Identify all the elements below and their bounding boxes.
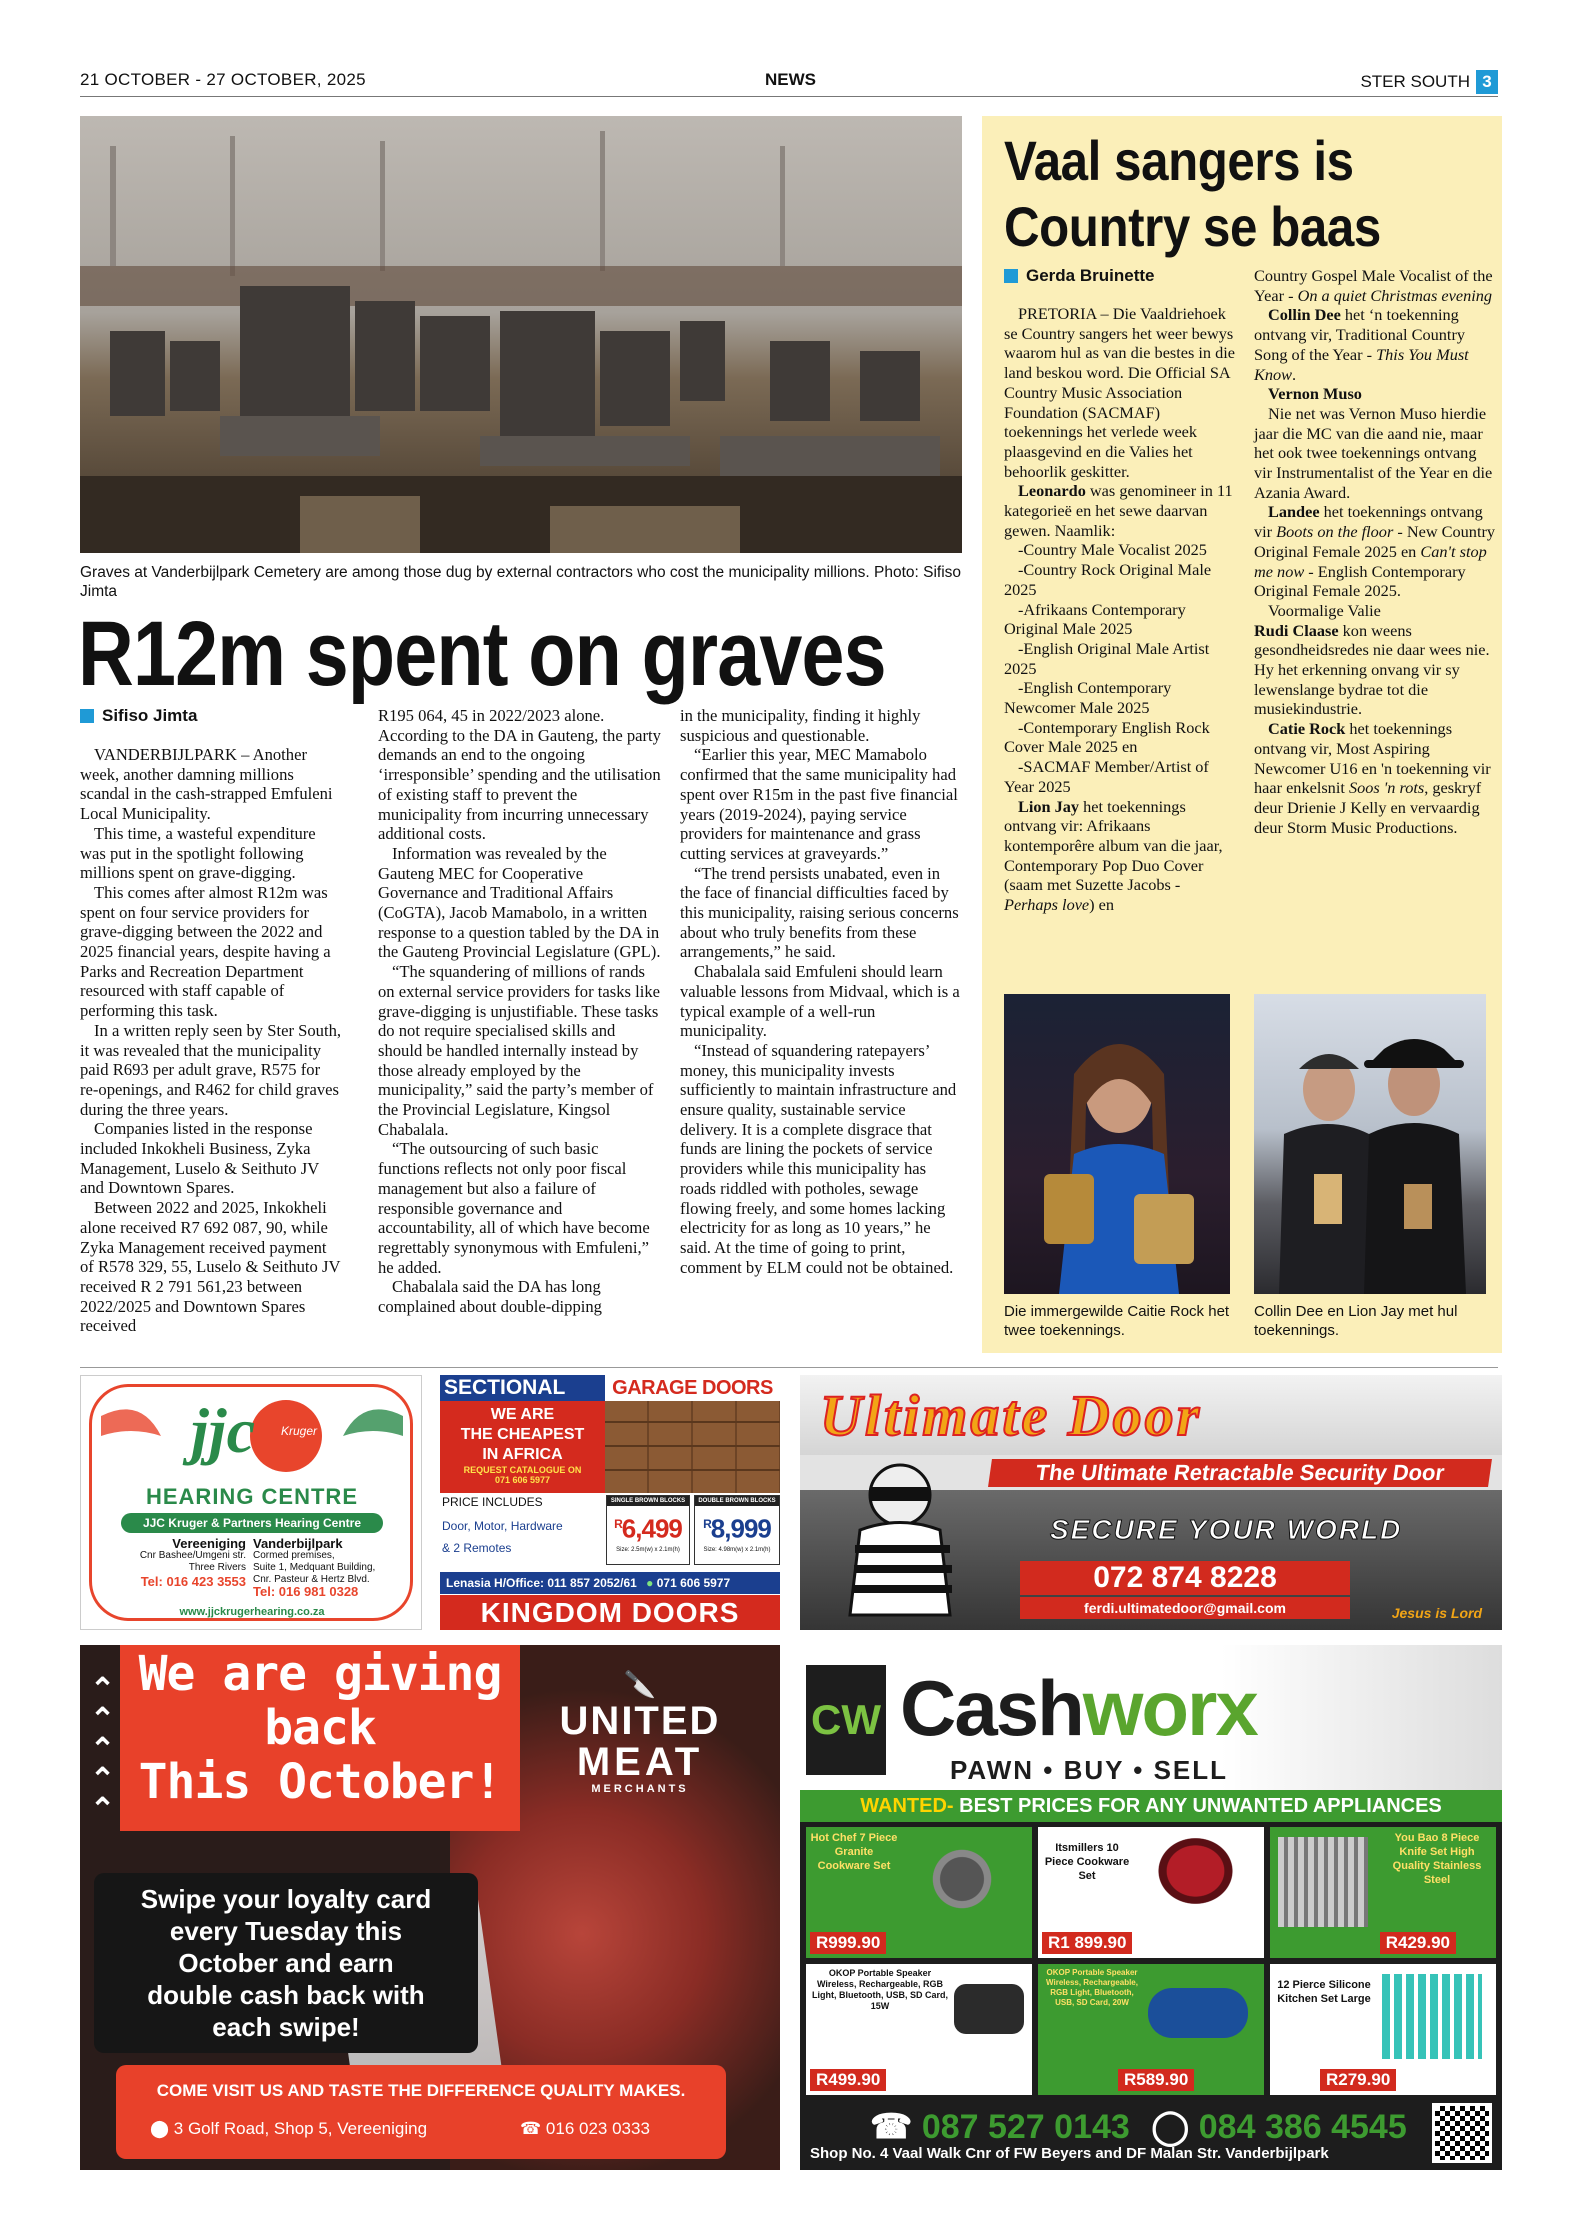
paragraph — [1254, 502, 1496, 601]
loyalty-line: each swipe! — [212, 2012, 360, 2042]
cashworx-badge: CW — [806, 1665, 886, 1775]
text: kon weens gesondheidsredes nie daar wees nie. Hy het erkenning onvang vir sy lewenslange bydrae tot die musiekindustrie. — [1254, 620, 1490, 719]
cashworx-address: Shop No. 4 Vaal Walk Cnr of FW Beyers and DF Malan Str. Vanderbijlpark — [810, 2145, 1329, 2162]
ultimate-slogan: SECURE YOUR WORLD — [1050, 1514, 1403, 1545]
jjc-subtitle: JJC Kruger & Partners Hearing Centre — [121, 1513, 383, 1533]
double-price: 8,999 — [710, 1513, 771, 1544]
ultimate-email[interactable]: ferdi.ultimatedoor@gmail.com — [1020, 1597, 1350, 1619]
paragraph: VANDERBIJLPARK – Another week, another damning millions scandal in the cash-strapped Emfuleni Local Municipality. — [80, 745, 333, 824]
product-card[interactable] — [806, 1827, 1032, 1958]
ultimate-door-ad[interactable] — [800, 1375, 1502, 1630]
paragraph: Companies listed in the response included Inkokheli Business, Zyka Management, Luselo & Seithuto JV and Downtown Spares. — [80, 1119, 319, 1198]
ultimate-brand: Ultimate Door — [820, 1383, 1203, 1448]
currency: R — [703, 1517, 711, 1531]
sidebar-headline — [1004, 128, 1426, 260]
wanted-label: WANTED- — [860, 1795, 954, 1817]
sidebar-byline — [1004, 266, 1154, 286]
cashworx-ad[interactable] — [800, 1645, 1502, 2170]
ads-divider — [80, 1367, 1498, 1368]
brand-worx: worx — [1082, 1664, 1257, 1752]
text: . — [1292, 364, 1297, 384]
ultimate-tagline: The Ultimate Retractable Security Door — [988, 1459, 1492, 1487]
cleaver-icon: 🔪 — [623, 1669, 657, 1699]
meat-headline — [120, 1647, 520, 1809]
artist-name: Lion Jay — [1018, 796, 1080, 816]
product-name: Hot Chef 7 Piece Granite Cookware Set — [810, 1832, 898, 1872]
jjc-loc2-tel[interactable]: Tel: 016 981 0328 — [253, 1584, 359, 1599]
song-title: Soos 'n rots — [1348, 778, 1425, 798]
list-item: -English Contemporary Newcomer Male 2025 — [1004, 678, 1172, 718]
paragraph: Chabalala said the DA has long complained about double-dipping — [378, 1277, 602, 1317]
single-size: Size: 2.5m(w) x 2.1m(h) — [616, 1546, 680, 1553]
sidebar-headline-line2: Country se baas — [1004, 195, 1381, 258]
garage-door-image — [605, 1401, 780, 1493]
meat-cta: COME VISIT US AND TASTE THE DIFFERENCE QUALITY MAKES. — [156, 2081, 686, 2100]
paragraph: “The outsourcing of such basic functions reflects not only poor fiscal management but also a failure of responsible governance and accountability, all of which have become regrettably synonymous with Emfuleni,” he added. — [378, 1139, 650, 1277]
text: was genomineer in 11 kategorieë en het sewe daarvan gewen. Naamlik: — [1004, 481, 1233, 540]
meat-phone[interactable]: 016 023 0333 — [545, 2119, 650, 2138]
byline-author: Sifiso Jimta — [102, 706, 198, 725]
include-item: & 2 Remotes — [442, 1541, 512, 1555]
single-door-price — [606, 1495, 690, 1565]
cookware-icon — [1138, 1837, 1253, 1922]
currency: R — [614, 1517, 622, 1531]
paragraph: Chabalala said Emfuleni should learn valuable lessons from Midvaal, which is a typical example of a well-run municipality. — [680, 962, 960, 1041]
song-title: On a quiet Christmas evening — [1297, 285, 1493, 305]
logo-merchants: MERCHANTS — [591, 1783, 689, 1795]
paragraph — [1254, 601, 1496, 621]
cashworx-brand — [900, 1665, 1257, 1751]
cashworx-phone-2[interactable]: 084 386 4545 — [1198, 2108, 1407, 2146]
list-item: -Contemporary English Rock Cover Male 2025 en — [1004, 717, 1210, 757]
garage-doors-label: GARAGE DOORS — [605, 1375, 780, 1401]
text: Country Gospel Male Vocalist of the Year - — [1254, 266, 1493, 305]
united-meat-ad[interactable] — [80, 1645, 780, 2170]
jjc-loc1-name: Vereeniging — [172, 1536, 246, 1551]
meat-headline-line: This October! — [138, 1754, 502, 1810]
catalogue-number[interactable]: 071 606 5977 — [494, 1475, 551, 1485]
product-name: 12 Pierce Silicone Kitchen Set Large — [1277, 1979, 1371, 2005]
byline-square-icon — [80, 709, 94, 723]
meat-headline-line: back — [264, 1700, 376, 1756]
whatsapp-icon: ● — [646, 1576, 654, 1590]
loyalty-line: Swipe your loyalty card — [140, 1884, 432, 1914]
song-title: This You Must Know — [1254, 344, 1469, 384]
photo-caption: Graves at Vanderbijlpark Cemetery are among those dug by external contractors who cost the municipality millions. Photo: Sifiso Jimta — [80, 564, 962, 600]
list-item: -Country Rock Original Male 2025 — [1004, 560, 1212, 599]
main-headline: R12m spent on graves — [78, 603, 886, 705]
logo-meat: MEAT — [576, 1740, 704, 1784]
cashworx-phone-1[interactable]: 087 527 0143 — [921, 2108, 1130, 2146]
text: het toekennings ontvang vir: Afrikaans kontemporêre album van die jaar, Contemporary Pop Duo Cover (saam met Suzette Jacobs - — [1004, 796, 1223, 895]
article-column-1 — [80, 745, 341, 1336]
paragraph — [1254, 266, 1496, 305]
utensil-set-icon — [1382, 1974, 1482, 2059]
paragraph — [1254, 305, 1496, 384]
meat-headline-line: We are giving — [138, 1646, 502, 1702]
byline-square-icon — [1004, 269, 1018, 283]
phone-icon: ☎ — [870, 2108, 913, 2146]
jjc-loc2-addr: Suite 1, Medquant Building, — [253, 1562, 376, 1573]
subhead — [1254, 384, 1496, 404]
speaker-icon — [954, 1984, 1024, 2034]
burglar-icon — [830, 1455, 970, 1625]
united-meat-logo — [540, 1669, 740, 1796]
text: Voormalige Valie — [1268, 600, 1381, 620]
paragraph: “The squandering of millions of rands on external service providers for tasks like grave-digging is unjustifiable. These tasks do not require specialised skills and should be handled internally instead by those already employed by the municipality,” said the party’s member of the Provincial Legislature, Kingsol Chabalala. — [378, 962, 660, 1139]
photo-caption: Collin Dee en Lion Jay met hul toekennings. — [1254, 1303, 1458, 1339]
jjc-logo-sub: Kruger — [281, 1424, 318, 1438]
single-label: SINGLE BROWN BLOCKS — [607, 1496, 689, 1506]
cheapest-line: THE CHEAPEST — [460, 1426, 585, 1443]
product-card[interactable] — [1270, 1827, 1496, 1958]
kingdom-brand: KINGDOM DOORS — [440, 1595, 780, 1630]
paragraph — [1254, 621, 1496, 720]
product-price: R589.90 — [1118, 2069, 1194, 2091]
product-price: R499.90 — [810, 2069, 886, 2091]
paragraph: PRETORIA – Die Vaaldriehoek se Country sangers het weer bewys waarom hul as van die bestes in die land beskou word. Die Official SA Country Music Association Foundation (SACMAF) toekennings het verlede week plaasgevind en die Valies het behoorlik geskitter. — [1004, 304, 1236, 481]
article-column-2 — [378, 706, 661, 1317]
logo-united: UNITED — [559, 1699, 721, 1743]
loyalty-line: October and earn — [178, 1948, 394, 1978]
section-label: NEWS — [765, 70, 816, 89]
cashworx-tagline: PAWN • BUY • SELL — [950, 1755, 1229, 1785]
sidebar-headline-line1: Vaal sangers is — [1004, 129, 1354, 192]
paragraph: in the municipality, finding it highly suspicious and questionable. — [680, 706, 921, 745]
whatsapp-icon: ◯ — [1151, 2108, 1190, 2146]
paragraph: Nie net was Vernon Muso hierdie jaar die MC van die aand nie, maar het ook twee toekennings ontvang vir Instrumentalist of the Year en die Azania Award. — [1254, 403, 1493, 502]
text: - English Contemporary Original Female 2025. — [1254, 561, 1466, 601]
paragraph: R195 064, 45 in 2022/2023 alone. According to the DA in Gauteng, the party demands an end to the ongoing ‘irresponsible’ spending and the utilisation of existing staff to prevent the municipality from incurring unnecessary additional costs. — [378, 706, 661, 844]
paragraph: Between 2022 and 2025, Inkokheli alone received R7 692 087, 90, while Zyka Management received payment of R578 329, 55, Luselo & Seithuto JV received R 2 791 561,23 between 2022/2025 and Downtown Spares received — [80, 1198, 341, 1336]
chevron-up-icons: ⌃ ⌃ ⌃ ⌃ ⌃ — [90, 1673, 116, 1826]
artist-name: Landee — [1268, 502, 1320, 522]
list-item: -Afrikaans Contemporary Original Male 2025 — [1004, 599, 1186, 639]
text: het toekennings ontvang vir — [1254, 502, 1483, 542]
paragraph: “Instead of squandering ratepayers’ money, this municipality invests sufficiently to maintain infrastructure and ensure quality, sustainable service delivery. It is a complete disgrace that funds are lining the pockets of service providers while this municipality has roads riddled with potholes, sewage flowing freely, and some homes lacking electricity for as long as 10 years,” he said. At the time of going to print, comment by ELM could not be obtained. — [680, 1040, 957, 1277]
double-door-price — [694, 1495, 780, 1565]
wanted-banner — [800, 1790, 1502, 1822]
sidebar-column-2 — [1254, 266, 1496, 837]
song-title: Can't stop me now — [1254, 541, 1487, 581]
article-column-3 — [680, 706, 963, 1277]
product-name: Itsmillers 10 Piece Cookware Set — [1044, 1842, 1130, 1882]
product-card[interactable] — [806, 1964, 1032, 2095]
jjc-loc2-name: Vanderbijlpark — [253, 1536, 343, 1551]
product-name: You Bao 8 Piece Knife Set High Quality Stainless Steel — [1392, 1832, 1482, 1886]
paragraph: “Earlier this year, MEC Mamabolo confirmed that the same municipality had spent over R15m in the past five financial years (2019-2024), paying service providers for maintenance and grass cutting services at graveyards.” — [680, 745, 958, 863]
paragraph: In a written reply seen by Ster South, it was revealed that the municipality paid R693 per adult grave, R575 for re-openings, and R462 for child graves during the three years. — [80, 1020, 342, 1119]
product-card[interactable] — [1270, 1964, 1496, 2095]
product-name: OKOP Portable Speaker Wireless, Rechargeable, RGB Light, Bluetooth, USB, SD Card, 15W — [812, 1968, 948, 2011]
whatsapp-number[interactable]: 071 606 5977 — [656, 1576, 731, 1590]
caitie-rock-photo — [1004, 994, 1230, 1294]
meat-address[interactable]: 3 Golf Road, Shop 5, Vereeniging — [173, 2119, 428, 2138]
jjc-loc1-addr: Cnr Bashee/Umgeni str. — [139, 1550, 246, 1561]
product-name: OKOP Portable Speaker Wireless, Rechargeable, RGB Light, Bluetooth, USB, SD Card, 20W — [1046, 1968, 1138, 2007]
collin-dee-lion-jay-photo — [1254, 994, 1486, 1294]
cheapest-line: WE ARE — [490, 1406, 555, 1423]
artist-name: Leonardo — [1018, 481, 1086, 501]
list-item: -Country Male Vocalist 2025 — [1018, 540, 1207, 560]
jjc-loc2-addr: Cnr. Pasteur & Hertz Blvd. — [253, 1574, 370, 1585]
ultimate-motto: Jesus is Lord — [1391, 1605, 1482, 1621]
byline-author: Gerda Bruinette — [1026, 266, 1155, 285]
qr-code-icon[interactable] — [1432, 2103, 1492, 2163]
location-pin-icon: ⬤ — [150, 2119, 170, 2138]
artist-name: Vernon Muso — [1268, 384, 1362, 404]
text: - New Country Original Female 2025 en — [1254, 522, 1496, 561]
list-item: -English Original Male Artist 2025 — [1004, 638, 1210, 678]
loyalty-line: double cash back with — [147, 1980, 425, 2010]
jjc-website[interactable]: www.jjckrugerhearing.co.za — [179, 1606, 325, 1618]
publication-title: STER SOUTH — [1360, 72, 1470, 91]
double-label: DOUBLE BROWN BLOCKS — [695, 1496, 779, 1506]
paragraph: This time, a wasteful expenditure was put in the spotlight following millions spent on grave-digging. — [80, 823, 316, 883]
product-price: R1 899.90 — [1042, 1932, 1132, 1954]
jjc-loc1-tel[interactable]: Tel: 016 423 3553 — [140, 1574, 246, 1589]
paragraph — [1254, 719, 1496, 837]
product-price: R429.90 — [1380, 1932, 1456, 1954]
artist-name: Collin Dee — [1268, 305, 1341, 325]
list-item: -SACMAF Member/Artist of Year 2025 — [1004, 757, 1209, 796]
cashworx-phone-row — [870, 2107, 1407, 2147]
photo-caption: Die immergewilde Caitie Rock het twee toekennings. — [1004, 1303, 1230, 1339]
jjc-hearing-ad[interactable] — [80, 1375, 422, 1630]
cheapest-line: IN AFRICA — [482, 1446, 563, 1463]
kingdom-doors-ad[interactable] — [440, 1375, 780, 1630]
paragraph — [1004, 797, 1236, 915]
jjc-location-2 — [253, 1538, 403, 1598]
paragraph: This comes after almost R12m was spent on four service providers for grave-digging between the 2022 and 2025 financial years, despite having a Parks and Recreation Department resourced with staff capable of performing this task. — [80, 882, 331, 1021]
main-byline — [80, 706, 197, 726]
office-bar — [440, 1572, 780, 1594]
office-phone[interactable]: Lenasia H/Office: 011 857 2052/61 — [446, 1576, 637, 1590]
price-includes-list — [442, 1515, 563, 1559]
text: het toekennings ontvang vir, Most Aspiring Newcomer U16 en 'n toekenning vir haar enkelsnit — [1254, 719, 1491, 798]
phone-icon: ☎ — [520, 2119, 542, 2138]
cemetery-photo — [80, 116, 962, 553]
text: , geskryf deur Drienie J Kelly en vervaardig deur Storm Music Productions. — [1254, 778, 1482, 837]
meat-phone-row — [520, 2119, 650, 2139]
jjc-logo: jjc — [191, 1395, 255, 1466]
paragraph — [1004, 481, 1236, 540]
loyalty-message — [94, 1883, 478, 2043]
page-number: 3 — [1476, 70, 1498, 94]
price-includes-label: PRICE INCLUDES — [442, 1495, 543, 1509]
product-grid — [806, 1827, 1496, 2095]
jjc-location-1 — [111, 1538, 246, 1588]
product-card[interactable] — [1038, 1964, 1264, 2095]
cookware-icon — [902, 1839, 1022, 1919]
speaker-icon — [1148, 1988, 1248, 2038]
ultimate-phone[interactable]: 072 874 8228 — [1020, 1561, 1350, 1595]
jjc-loc2-addr: Cormed premises, — [253, 1550, 335, 1561]
artist-name: Rudi Claase — [1254, 620, 1339, 640]
sidebar-column-1 — [1004, 304, 1236, 915]
include-item: Door, Motor, Hardware — [442, 1519, 563, 1533]
song-title: Perhaps love — [1004, 895, 1090, 915]
product-price: R999.90 — [810, 1932, 886, 1954]
song-title: Boots on the floor — [1276, 522, 1394, 542]
cheapest-banner — [440, 1401, 605, 1493]
text: het ‘n toekenning ontvang vir, Traditional Country Song of the Year - — [1254, 305, 1466, 364]
single-price: 6,499 — [621, 1513, 682, 1544]
jjc-loc1-addr: Three Rivers — [188, 1562, 246, 1573]
product-price: R279.90 — [1320, 2069, 1396, 2091]
sectional-label: SECTIONAL — [440, 1375, 605, 1401]
publication-name — [1360, 70, 1498, 94]
paragraph: Information was revealed by the Gauteng MEC for Cooperative Governance and Traditional Affairs (CoGTA), Jacob Mamabolo, in a written response to a question tabled by the DA in the Gauteng Provincial Legislature (GPL). — [378, 843, 661, 962]
artist-name: Catie Rock — [1268, 719, 1346, 739]
header-rule — [80, 96, 1498, 97]
issue-date: 21 OCTOBER - 27 OCTOBER, 2025 — [80, 70, 366, 89]
knife-set-icon — [1278, 1837, 1368, 1927]
double-size: Size: 4.98m(w) x 2.1m(h) — [703, 1546, 771, 1553]
brand-cash: Cash — [900, 1664, 1083, 1752]
text: ) en — [1089, 895, 1115, 915]
paragraph: “The trend persists unabated, even in the face of financial difficulties faced by this municipality, raising serious concerns about who truly benefits from these arrangements,” he said. — [680, 863, 959, 962]
meat-address-row — [150, 2119, 427, 2139]
loyalty-line: every Tuesday this — [169, 1916, 403, 1946]
catalogue-line: REQUEST CATALOGUE ON — [463, 1465, 582, 1475]
product-card[interactable] — [1038, 1827, 1264, 1958]
wanted-text: BEST PRICES FOR ANY UNWANTED APPLIANCES — [953, 1795, 1442, 1817]
jjc-title: HEARING CENTRE — [145, 1484, 358, 1509]
